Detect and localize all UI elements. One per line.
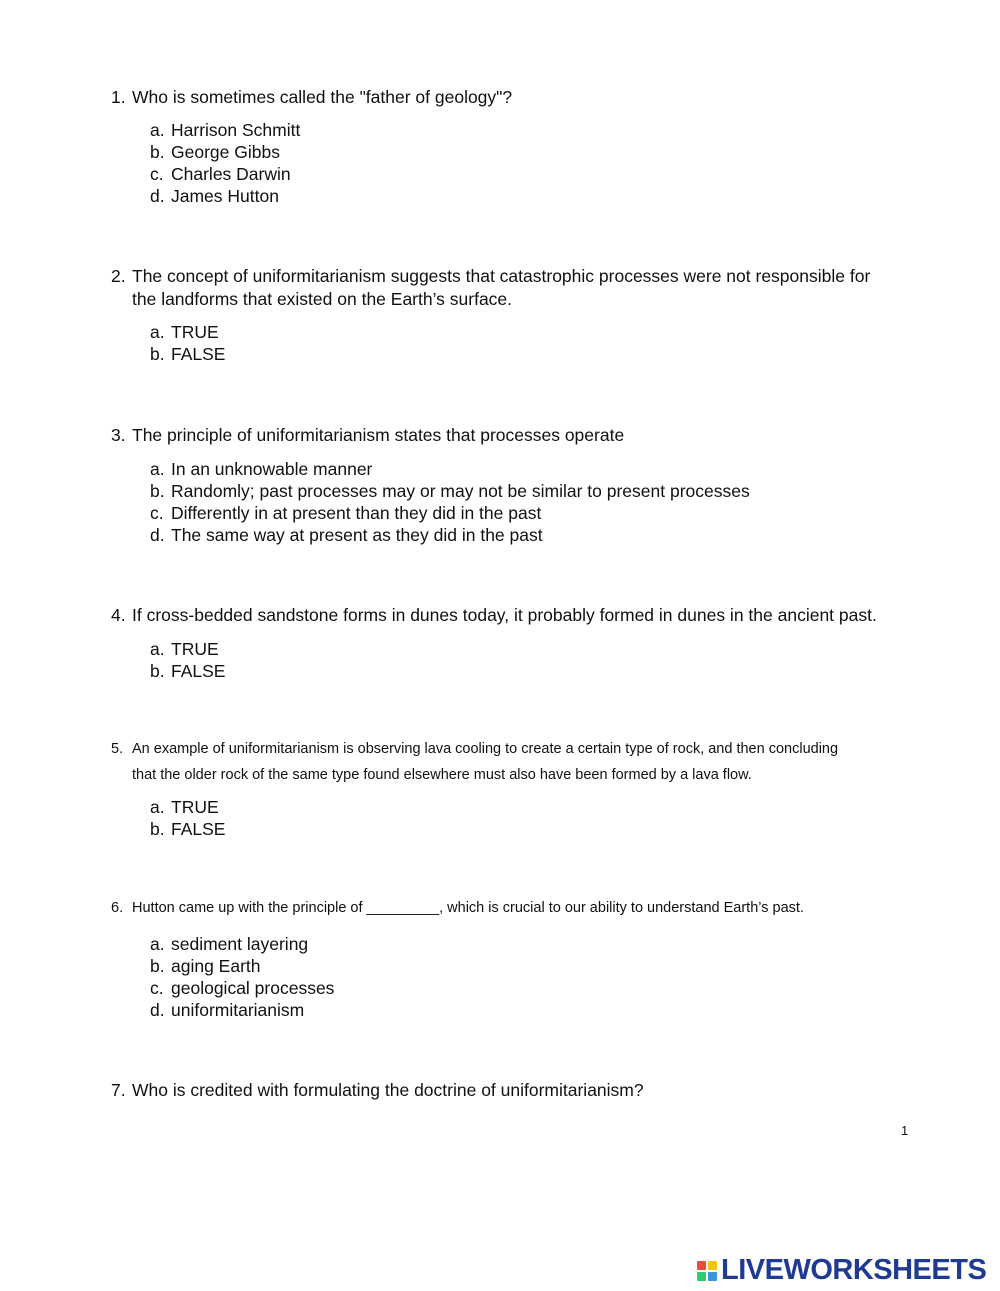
liveworksheets-logo[interactable] [697,1254,986,1287]
option[interactable]: b. Randomly; past processes may or may not be similar to present processes [150,481,750,501]
question-number: 1. [111,87,126,107]
question-text-line1: The concept of uniformitarianism suggests that catastrophic processes were not responsible for [132,266,871,286]
question-number: 4. [111,605,126,625]
question-number: 5. [111,741,124,757]
question-6 [111,895,961,921]
question-3 [111,424,911,447]
options-1 [150,119,300,207]
option[interactable]: b. FALSE [150,661,226,681]
option[interactable]: c. geological processes [150,978,335,998]
question-text: If cross-bedded sandstone forms in dunes today, it probably formed in dunes in the ancient past. [132,605,877,625]
option[interactable]: a. In an unknowable manner [150,459,373,479]
option[interactable]: a. Harrison Schmitt [150,120,301,140]
page-number: 1 [901,1123,909,1138]
question-2 [111,265,911,310]
question-5 [111,736,961,788]
options-4 [150,638,225,682]
question-4 [111,604,961,627]
options-5 [150,796,225,840]
question-text-line2: that the older rock of the same type found elsewhere must also have been formed by a lava flow. [132,767,752,783]
question-number: 3. [111,425,126,445]
question-text: Hutton came up with the principle of _________, which is crucial to our ability to understand Earth’s past. [132,900,804,916]
logo-text: LIVEWORKSHEETS [721,1254,987,1286]
option[interactable]: a. TRUE [150,322,219,342]
option[interactable]: b. George Gibbs [150,142,280,162]
logo-blocks-icon [697,1261,717,1281]
options-6 [150,933,334,1021]
option[interactable]: d. The same way at present as they did in the past [150,525,543,545]
question-text-line1: An example of uniformitarianism is observing lava cooling to create a certain type of rock, and then concluding [132,741,839,757]
options-3 [150,458,750,546]
option[interactable]: d. James Hutton [150,186,279,206]
option[interactable]: c. Charles Darwin [150,164,291,184]
option[interactable]: d. uniformitarianism [150,1000,305,1020]
question-text: The principle of uniformitarianism states that processes operate [132,425,625,445]
option[interactable]: a. TRUE [150,639,219,659]
option[interactable]: a. TRUE [150,797,219,817]
question-1 [111,86,911,109]
option[interactable]: c. Differently in at present than they did in the past [150,503,542,523]
options-2 [150,321,225,365]
question-7 [111,1079,911,1102]
question-number: 2. [111,266,126,286]
option[interactable]: b. aging Earth [150,956,261,976]
question-text: Who is credited with formulating the doctrine of uniformitarianism? [132,1080,644,1100]
option[interactable]: b. FALSE [150,819,226,839]
option[interactable]: a. sediment layering [150,934,309,954]
option[interactable]: b. FALSE [150,344,226,364]
question-number: 7. [111,1080,126,1100]
question-text: Who is sometimes called the "father of geology"? [132,87,513,107]
question-text-line2: the landforms that existed on the Earth’s surface. [132,288,513,309]
question-number: 6. [111,900,124,916]
